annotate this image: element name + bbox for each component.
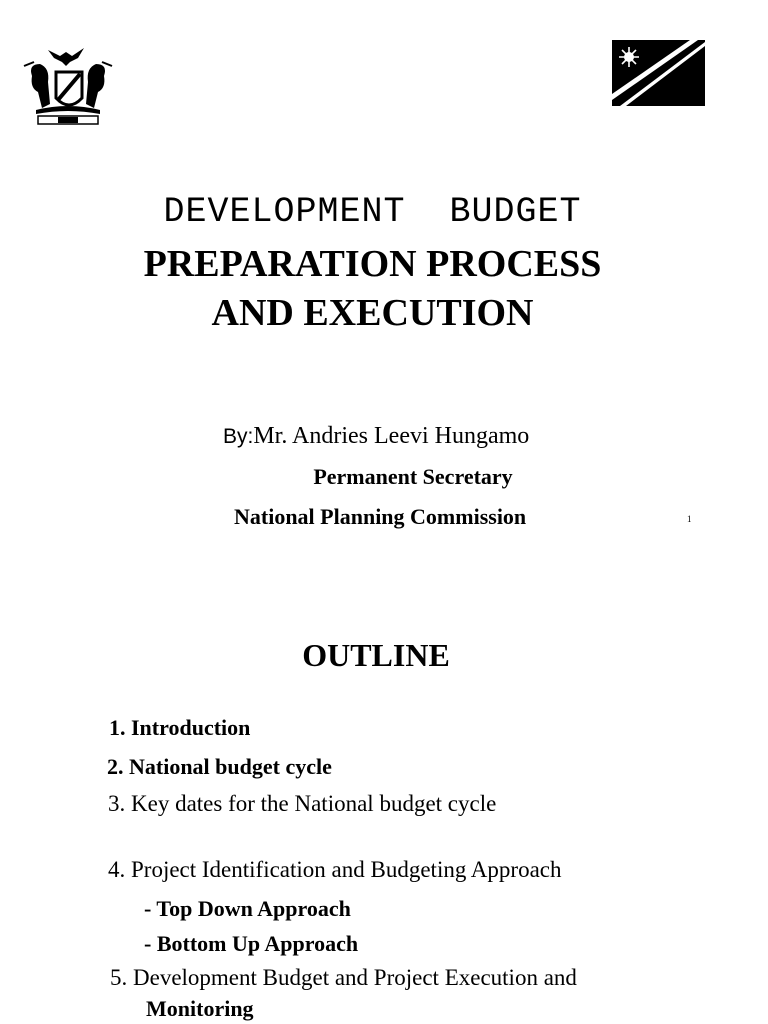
by-label: By: xyxy=(223,425,254,448)
outline-item: 3. Key dates for the National budget cycle xyxy=(108,791,497,816)
outline-item-continuation: Monitoring xyxy=(146,996,254,1021)
namibia-flag-icon xyxy=(612,40,705,106)
outline-item: 4. Project Identification and Budgeting Approach xyxy=(108,857,562,882)
author-name: Mr. Andries Leevi Hungamo xyxy=(253,423,530,449)
outline-heading: OUTLINE xyxy=(302,637,450,673)
outline-item: 2. National budget cycle xyxy=(107,754,332,779)
title-line-3: AND EXECUTION xyxy=(211,292,534,334)
author-line xyxy=(223,423,529,450)
outline-item: 1. Introduction xyxy=(109,715,251,740)
outline-subitem: - Bottom Up Approach xyxy=(144,931,359,956)
title-line-2: PREPARATION PROCESS xyxy=(143,243,602,285)
title-line-1: DEVELOPMENT BUDGET xyxy=(163,192,582,232)
author-position: Permanent Secretary xyxy=(313,464,513,489)
author-organisation: National Planning Commission xyxy=(234,504,527,529)
outline-item: 5. Development Budget and Project Execution and xyxy=(110,965,577,990)
page-number: 1 xyxy=(687,514,692,524)
coat-of-arms-icon xyxy=(20,42,116,128)
outline-subitem: - Top Down Approach xyxy=(144,896,351,921)
